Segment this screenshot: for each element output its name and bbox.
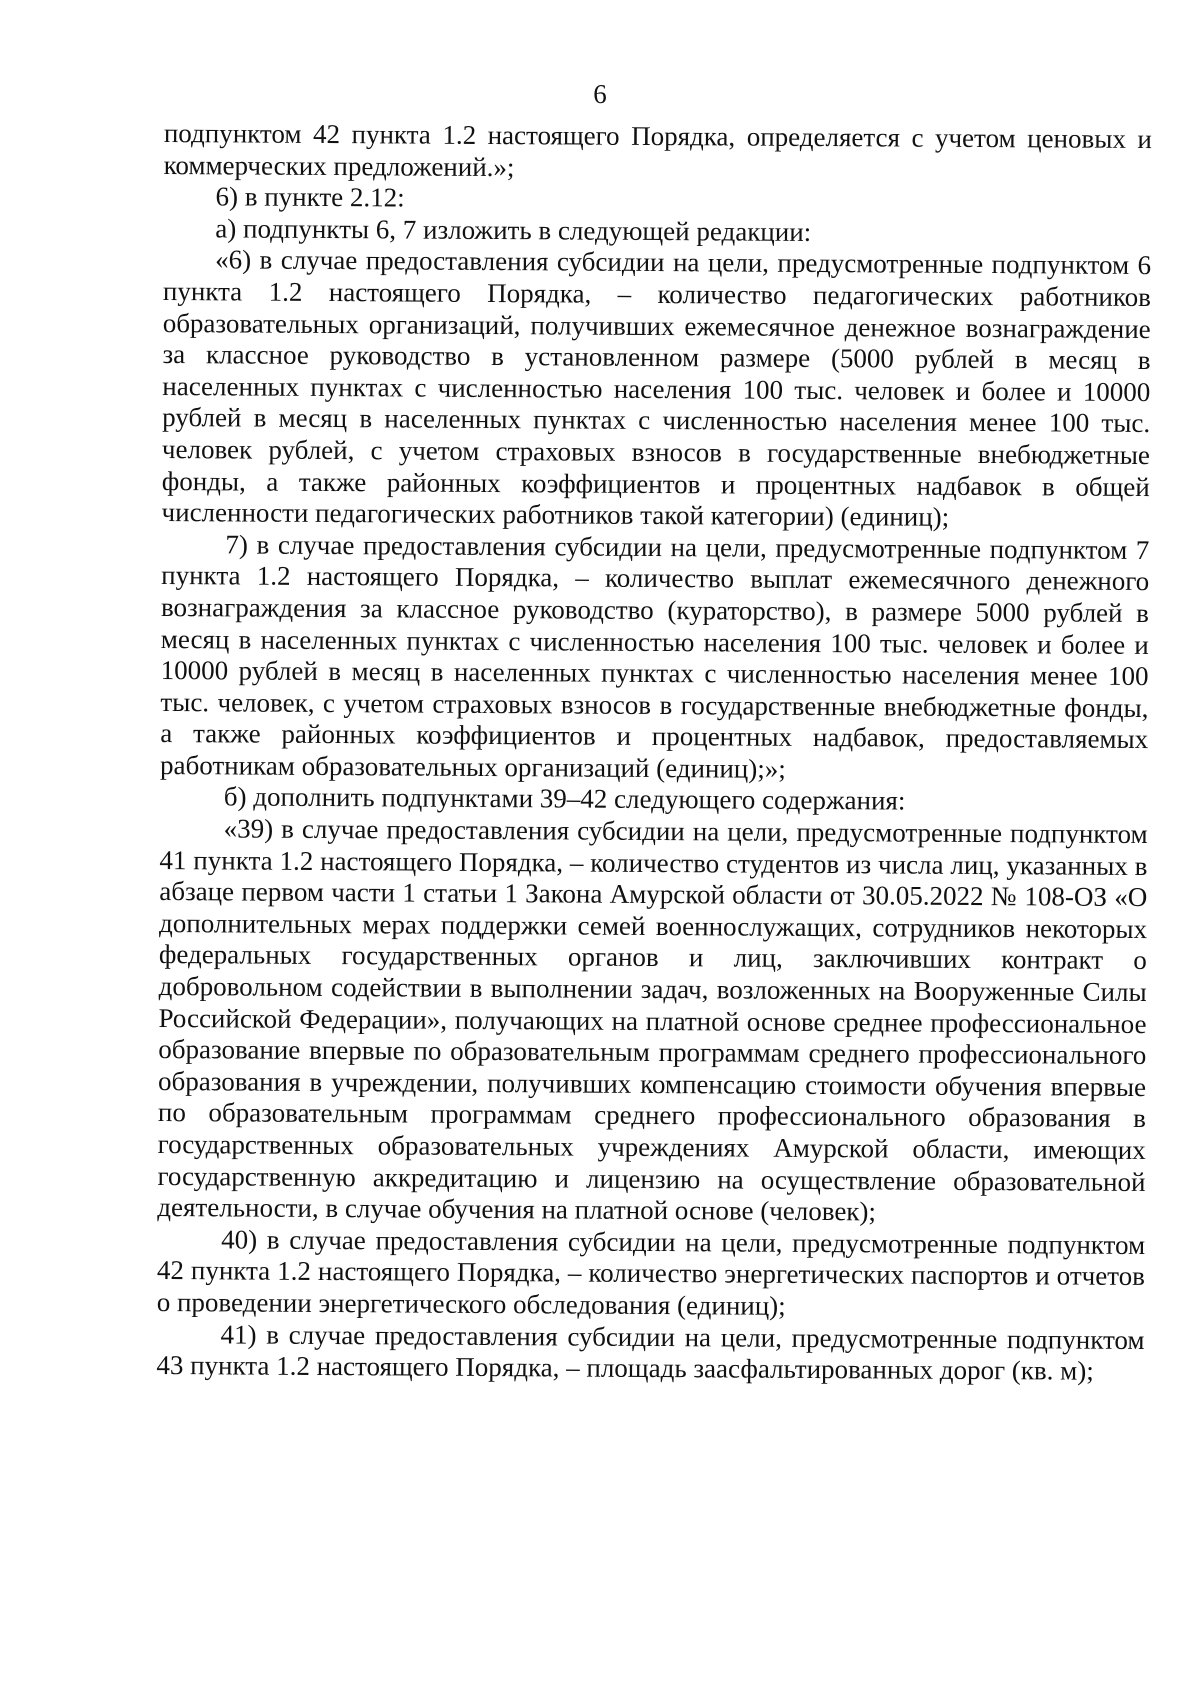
paragraph-subpoint-39: «39) в случае предоставления субсидии на цели, предусмотренные подпунктом 41 пункта 1.2 настоящего Порядка, – количество студентов из числа лиц, указанных в абзаце первом части 1 статьи 1 Закона Амурской области от 30.05.2022 № 108-ОЗ «О дополнительных мерах поддержки семей военнослужащих, сотрудников некоторых федеральных государственных органов и лиц, заключивших контракт о добровольном содействии в выполнении задач, возложенных на Вооруженные Силы Российской Федерации», получающих на платной основе среднее профессиональное образование впервые по образовательным программам среднего профессионального образования в учреждении, получивших компенсацию стоимости обучения впервые по образовательным программам среднего профессионального образования в государственных образовательных учреждениях Амурской области, имеющих государственную аккредитацию и лицензию на осуществление образовательной деятельности, в случае обучения на платной основе (человек); — [157, 813, 1148, 1227]
paragraph-subpoint-41: 41) в случае предоставления субсидии на цели, предусмотренные подпунктом 43 пункта 1.2 настоящего Порядка, – площадь заасфальтированных дорог (кв. м); — [156, 1318, 1145, 1386]
paragraph-subitem-b: б) дополнить подпунктами 39–42 следующего содержания: — [223, 781, 906, 817]
paragraph-item-6: 6) в пункте 2.12: — [215, 181, 405, 213]
paragraph-subpoint-40: 40) в случае предоставления субсидии на цели, предусмотренные подпунктом 42 пункта 1.2 настоящего Порядка, – количество энергетических паспортов и отчетов о проведении энергетического обследования (единиц); — [156, 1224, 1146, 1321]
paragraph-subpoint-6: «6) в случае предоставления субсидии на цели, предусмотренные подпунктом 6 пункта 1.2 настоящего Порядка, – количество педагогических работников образовательных организаций, получивших ежемесячное денежное вознаграждение за классное руководство в установленном размере (5000 рублей в месяц в населенных пунктах с численностью населения 100 тыс. человек и более и 10000 рублей в месяц в населенных пунктах с численностью населения менее 100 тыс. человек рублей, с учетом страховых взносов в государственные внебюджетные фонды, а также районных коэффициентов и процентных надбавок в общей численности педагогических работников такой категории) (единиц); — [161, 244, 1152, 532]
document-body — [156, 118, 1152, 1388]
page-number: 6 — [593, 79, 607, 109]
paragraph-subitem-a: а) подпункты 6, 7 изложить в следующей редакции: — [215, 213, 812, 247]
paragraph-subpoint-7: 7) в случае предоставления субсидии на цели, предусмотренные подпунктом 7 пункта 1.2 настоящего Порядка, – количество выплат ежемесячного денежного вознаграждения за классное руководство (кураторство), в размере 5000 рублей в месяц в населенных пунктах с численностью населения 100 тыс. человек и более и 10000 рублей в месяц в населенных пунктах с численностью населения менее 100 тыс. человек, с учетом страховых взносов в государственные внебюджетные фонды, а также районных коэффициентов и процентных надбавок, предоставляемых работникам образовательных организаций (единиц);»; — [159, 529, 1150, 784]
paragraph-continuation: подпунктом 42 пункта 1.2 настоящего Порядка, определяется с учетом ценовых и коммерческих предложений.»; — [163, 118, 1152, 182]
